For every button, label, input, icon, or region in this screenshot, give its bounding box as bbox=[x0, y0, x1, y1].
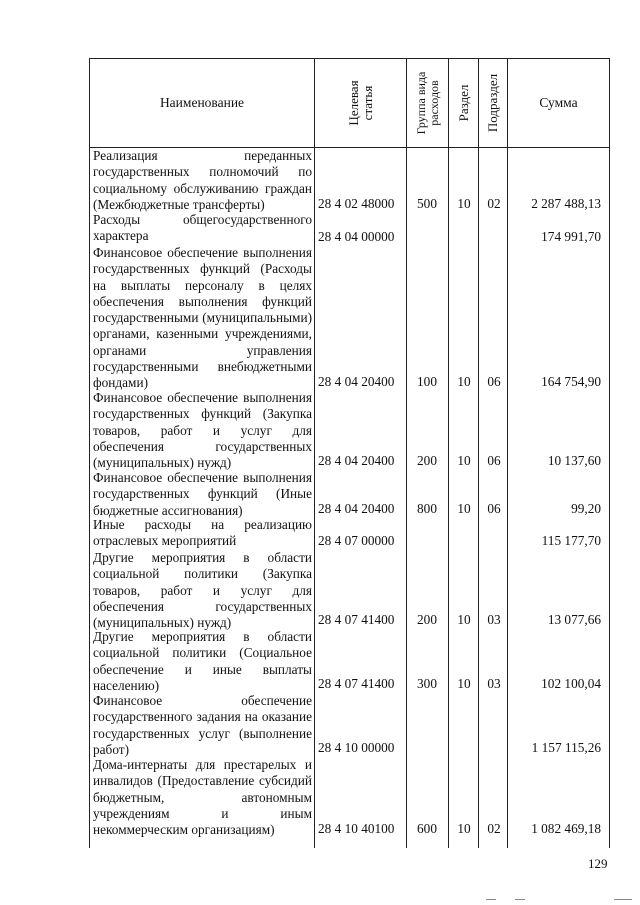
row-name: Дома-интернаты для престарелых и инвалидов (Предоставление субсидий бюджетным, автономным учреждениям и иным некоммерческим организациям) bbox=[93, 757, 312, 838]
row-section: 10 bbox=[457, 612, 471, 627]
row-code: 28 4 04 20400 bbox=[318, 453, 395, 468]
row-code: 28 4 07 00000 bbox=[318, 533, 395, 548]
row-code: 28 4 02 48000 bbox=[318, 196, 395, 211]
header-subsection-text: Подраздел bbox=[485, 73, 500, 133]
row-code: 28 4 04 00000 bbox=[318, 229, 395, 244]
row-group: 100 bbox=[417, 374, 437, 389]
header-amount-text: Сумма bbox=[539, 95, 578, 110]
row-subsection: 03 bbox=[487, 676, 501, 691]
header-group bbox=[407, 59, 448, 147]
row-name: Реализация переданных государственных полномочий по социальному обслуживанию граждан (Межбюджетные трансферты) bbox=[93, 148, 312, 212]
row-amount: 174 991,70 bbox=[541, 229, 601, 244]
row-amount: 102 100,04 bbox=[541, 676, 601, 691]
header-subsection bbox=[479, 59, 507, 147]
col-divider-code bbox=[406, 58, 407, 848]
row-section: 10 bbox=[457, 821, 471, 836]
row-section: 10 bbox=[457, 453, 471, 468]
table-right-border bbox=[609, 58, 610, 848]
col-divider-name bbox=[314, 58, 315, 848]
row-name: Расходы общегосударственного характера bbox=[93, 212, 312, 244]
scan-mark bbox=[515, 899, 525, 900]
header-code-line1: Целевая bbox=[345, 80, 361, 126]
row-amount: 1 082 469,18 bbox=[531, 821, 601, 836]
header-code bbox=[315, 59, 406, 147]
row-section: 10 bbox=[457, 196, 471, 211]
header-name-text: Наименование bbox=[159, 95, 245, 110]
row-amount: 99,20 bbox=[571, 501, 601, 516]
header-group-line1: Группа вида bbox=[413, 71, 428, 135]
row-name: Финансовое обеспечение государственного задания на оказание государственных услуг (выполнение работ) bbox=[93, 693, 312, 757]
row-amount: 115 177,70 bbox=[541, 533, 601, 548]
header-section bbox=[449, 59, 478, 147]
row-section: 10 bbox=[457, 501, 471, 516]
scan-mark bbox=[614, 899, 632, 900]
row-code: 28 4 10 00000 bbox=[318, 740, 395, 755]
header-section-text: Раздел bbox=[455, 84, 471, 122]
scan-mark bbox=[486, 899, 496, 900]
row-subsection: 02 bbox=[487, 196, 501, 211]
row-group: 200 bbox=[417, 453, 437, 468]
row-group: 800 bbox=[417, 501, 437, 516]
row-group: 300 bbox=[417, 676, 437, 691]
row-subsection: 06 bbox=[487, 374, 501, 389]
row-section: 10 bbox=[457, 676, 471, 691]
header-group-text bbox=[415, 72, 441, 135]
row-name: Финансовое обеспечение выполнения государственных функций (Иные бюджетные ассигнования) bbox=[93, 470, 312, 518]
row-subsection: 03 bbox=[487, 612, 501, 627]
row-subsection: 02 bbox=[487, 821, 501, 836]
row-amount: 1 157 115,26 bbox=[531, 740, 601, 755]
row-amount: 10 137,60 bbox=[547, 453, 601, 468]
row-code: 28 4 07 41400 bbox=[318, 612, 395, 627]
row-name: Финансовое обеспечение выполнения государственных функций (Расходы на выплаты персоналу в целях обеспечения выполнения функций государственными (муниципальными) органами, казенными учреждениями, органами управления государственными внебюджетными фондами) bbox=[93, 245, 312, 391]
row-amount: 2 287 488,13 bbox=[531, 196, 601, 211]
row-group: 600 bbox=[417, 821, 437, 836]
row-code: 28 4 07 41400 bbox=[318, 676, 395, 691]
row-group: 500 bbox=[417, 196, 437, 211]
row-amount: 164 754,90 bbox=[541, 374, 601, 389]
row-name: Другие мероприятия в области социальной политики (Социальное обеспечение и иные выплаты населению) bbox=[93, 629, 312, 693]
row-name: Иные расходы на реализацию отраслевых мероприятий bbox=[93, 517, 312, 549]
page-number: 129 bbox=[588, 856, 608, 871]
row-code: 28 4 04 20400 bbox=[318, 374, 395, 389]
header-name bbox=[90, 59, 314, 147]
header-group-line2: расходов bbox=[426, 80, 441, 126]
row-name: Другие мероприятия в области социальной политики (Закупка товаров, работ и услуг для обеспечения государственных (муниципальных) нужд) bbox=[93, 550, 312, 631]
row-subsection: 06 bbox=[487, 501, 501, 516]
row-subsection: 06 bbox=[487, 453, 501, 468]
row-code: 28 4 04 20400 bbox=[318, 501, 395, 516]
row-group: 200 bbox=[417, 612, 437, 627]
header-code-text bbox=[347, 80, 375, 125]
row-code: 28 4 10 40100 bbox=[318, 821, 395, 836]
row-amount: 13 077,66 bbox=[547, 612, 601, 627]
table-left-border bbox=[89, 58, 90, 848]
row-name: Финансовое обеспечение выполнения государственных функций (Закупка товаров, работ и услуг для обеспечения государственных (муниципальных) нужд) bbox=[93, 390, 312, 471]
row-section: 10 bbox=[457, 374, 471, 389]
header-amount bbox=[508, 59, 609, 147]
header-code-line2: статья bbox=[359, 85, 375, 121]
